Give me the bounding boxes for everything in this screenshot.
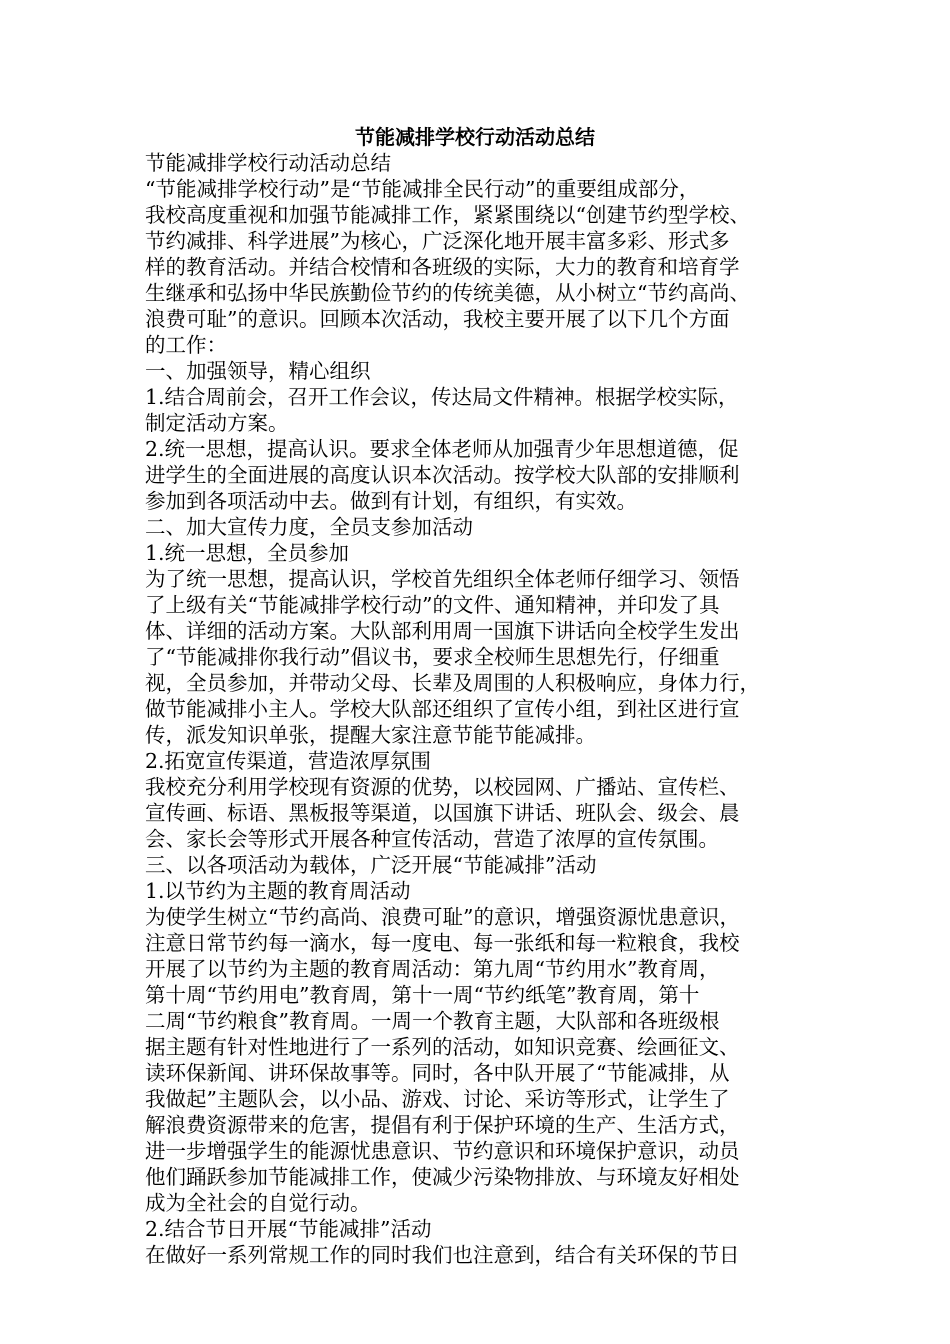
body-line: 在做好一系列常规工作的同时我们也注意到，结合有关环保的节日 xyxy=(145,1243,740,1267)
body-line: 节约减排、科学进展”为核心，广泛深化地开展丰富多彩、形式多 xyxy=(145,229,730,253)
body-line: 1.结合周前会，召开工作会议，传达局文件精神。根据学校实际， xyxy=(145,385,739,409)
body-line: 视，全员参加，并带动父母、长辈及周围的人积极响应，身体力行， xyxy=(145,671,760,695)
body-line: 体、详细的活动方案。大队部利用周一国旗下讲话向全校学生发出 xyxy=(145,619,740,643)
body-line: 注意日常节约每一滴水，每一度电、每一张纸和每一粒粮食，我校 xyxy=(145,931,740,955)
body-line: 他们踊跃参加节能减排工作，使减少污染物排放、与环境友好相处 xyxy=(145,1165,740,1189)
body-line: 会、家长会等形式开展各种宣传活动，营造了浓厚的宣传氛围。 xyxy=(145,827,719,851)
section-heading: 三、以各项活动为载体，广泛开展“节能减排”活动 xyxy=(145,853,597,877)
body-line: 开展了以节约为主题的教育周活动：第九周“节约用水”教育周， xyxy=(145,957,720,981)
body-line: 传，派发知识单张，提醒大家注意节能节能减排。 xyxy=(145,723,596,747)
subsection-heading: 1.以节约为主题的教育周活动 xyxy=(145,879,411,903)
body-line: 宣传画、标语、黑板报等渠道，以国旗下讲话、班队会、级会、晨 xyxy=(145,801,740,825)
body-line: 参加到各项活动中去。做到有计划，有组织，有实效。 xyxy=(145,489,637,513)
document-title: 节能减排学校行动活动总结 xyxy=(355,125,595,149)
body-line: 浪费可耻”的意识。回顾本次活动，我校主要开展了以下几个方面 xyxy=(145,307,730,331)
body-line: 为了统一思想，提高认识，学校首先组织全体老师仔细学习、领悟 xyxy=(145,567,740,591)
body-line: 了“节能减排你我行动”倡议书，要求全校师生思想先行，仔细重 xyxy=(145,645,720,669)
body-line: 进学生的全面进展的高度认识本次活动。按学校大队部的安排顺利 xyxy=(145,463,740,487)
body-line: 成为全社会的自觉行动。 xyxy=(145,1191,371,1215)
body-line: 为使学生树立“节约高尚、浪费可耻”的意识，增强资源忧患意识， xyxy=(145,905,740,929)
body-line: 我校高度重视和加强节能减排工作，紧紧围绕以“创建节约型学校、 xyxy=(145,203,750,227)
body-line: 做节能减排小主人。学校大队部还组织了宣传小组，到社区进行宣 xyxy=(145,697,740,721)
subsection-heading: 1.统一思想，全员参加 xyxy=(145,541,350,565)
document-body xyxy=(145,150,805,1268)
body-line: 我做起”主题队会，以小品、游戏、讨论、采访等形式，让学生了 xyxy=(145,1087,730,1111)
subsection-heading: 2.结合节日开展“节能减排”活动 xyxy=(145,1217,432,1241)
body-line: 第十周“节约用电”教育周，第十一周“节约纸笔”教育周，第十 xyxy=(145,983,700,1007)
body-line: 我校充分利用学校现有资源的优势，以校园网、广播站、宣传栏、 xyxy=(145,775,740,799)
body-line: 样的教育活动。并结合校情和各班级的实际，大力的教育和培育学 xyxy=(145,255,740,279)
body-line: 生继承和弘扬中华民族勤俭节约的传统美德，从小树立“节约高尚、 xyxy=(145,281,750,305)
subsection-heading: 2.拓宽宣传渠道，营造浓厚氛围 xyxy=(145,749,432,773)
body-line: 解浪费资源带来的危害，提倡有利于保护环境的生产、生活方式， xyxy=(145,1113,740,1137)
body-line: “节能减排学校行动”是“节能减排全民行动”的重要组成部分， xyxy=(145,177,700,201)
body-line: 的工作： xyxy=(145,333,227,357)
body-line: 读环保新闻、讲环保故事等。同时，各中队开展了“节能减排，从 xyxy=(145,1061,730,1085)
body-line: 节能减排学校行动活动总结 xyxy=(145,151,391,175)
body-line: 进一步增强学生的能源忧患意识、节约意识和环境保护意识，动员 xyxy=(145,1139,740,1163)
body-line: 二周“节约粮食”教育周。一周一个教育主题，大队部和各班级根 xyxy=(145,1009,720,1033)
body-line: 据主题有针对性地进行了一系列的活动，如知识竞赛、绘画征文、 xyxy=(145,1035,740,1059)
body-line: 制定活动方案。 xyxy=(145,411,289,435)
body-line: 了上级有关“节能减排学校行动”的文件、通知精神，并印发了具 xyxy=(145,593,720,617)
body-line: 2.统一思想，提高认识。要求全体老师从加强青少年思想道德，促 xyxy=(145,437,739,461)
section-heading: 二、加大宣传力度，全员支参加活动 xyxy=(145,515,473,539)
section-heading: 一、加强领导，精心组织 xyxy=(145,359,371,383)
